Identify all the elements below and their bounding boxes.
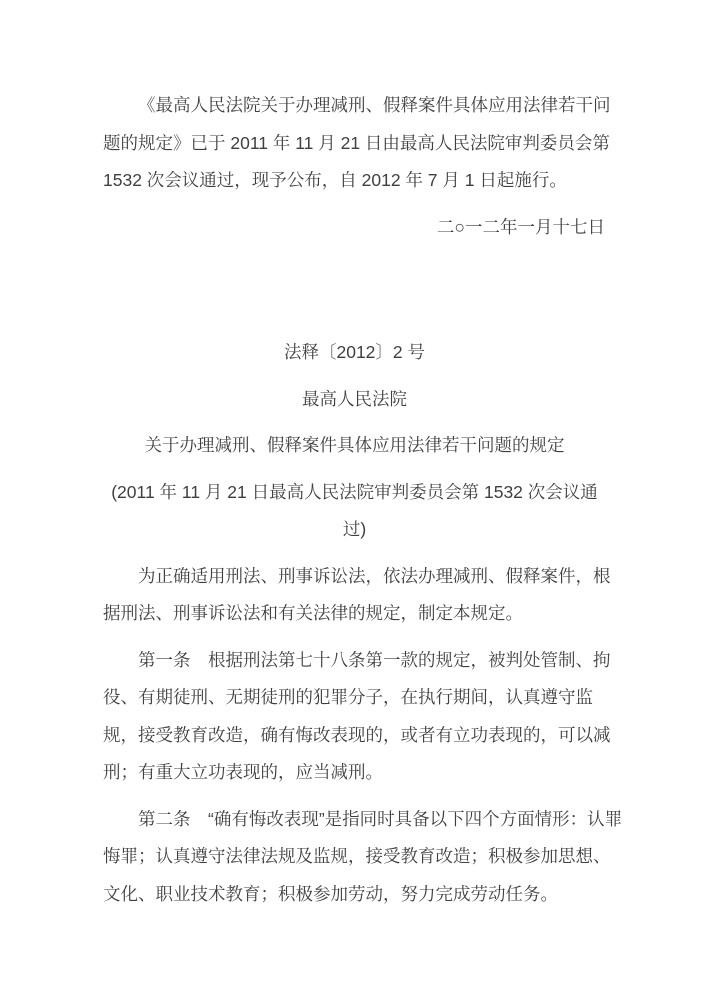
document-number: 法释〔2012〕2 号 — [283, 342, 426, 362]
paragraph-article-2: 第二条 “确有悔改表现”是指同时具备以下四个方面情形：认罪悔罪；认真遵守法律法规及监规，接受教育改造；积极参加思想、文化、职业技术教育；积极参加劳动，努力完成劳动任务。 — [103, 808, 623, 904]
paragraph-article-1: 第一条 根据刑法第七十八条第一款的规定，被判处管制、拘役、有期徒刑、无期徒刑的犯罪分子，在执行期间，认真遵守监规，接受教育改造，确有悔改表现的，或者有立功表现的，可以减刑；有重大立功表现的，应当减刑。 — [103, 649, 611, 782]
document-title: 关于办理减刑、假释案件具体应用法律若干问题的规定 — [144, 435, 565, 455]
issue-date: 二○一二年一月十七日 — [436, 216, 605, 237]
paragraph-preamble: 为正确适用刑法、刑事诉讼法，依法办理减刑、假释案件，根据刑法、刑事诉讼法和有关法律的规定，制定本规定。 — [103, 565, 611, 623]
adoption-note: (2011 年 11 月 21 日最高人民法院审判委员会第 1532 次会议通过) — [111, 481, 598, 539]
announcement-paragraph: 《最高人民法院关于办理减刑、假释案件具体应用法律若干问题的规定》已于 2011 年 11 月 21 日由最高人民法院审判委员会第 1532 次会议通过，现予公布，自 2012 年 7 月 1 日起施行。 — [103, 95, 611, 190]
issuing-authority: 最高人民法院 — [302, 388, 407, 409]
